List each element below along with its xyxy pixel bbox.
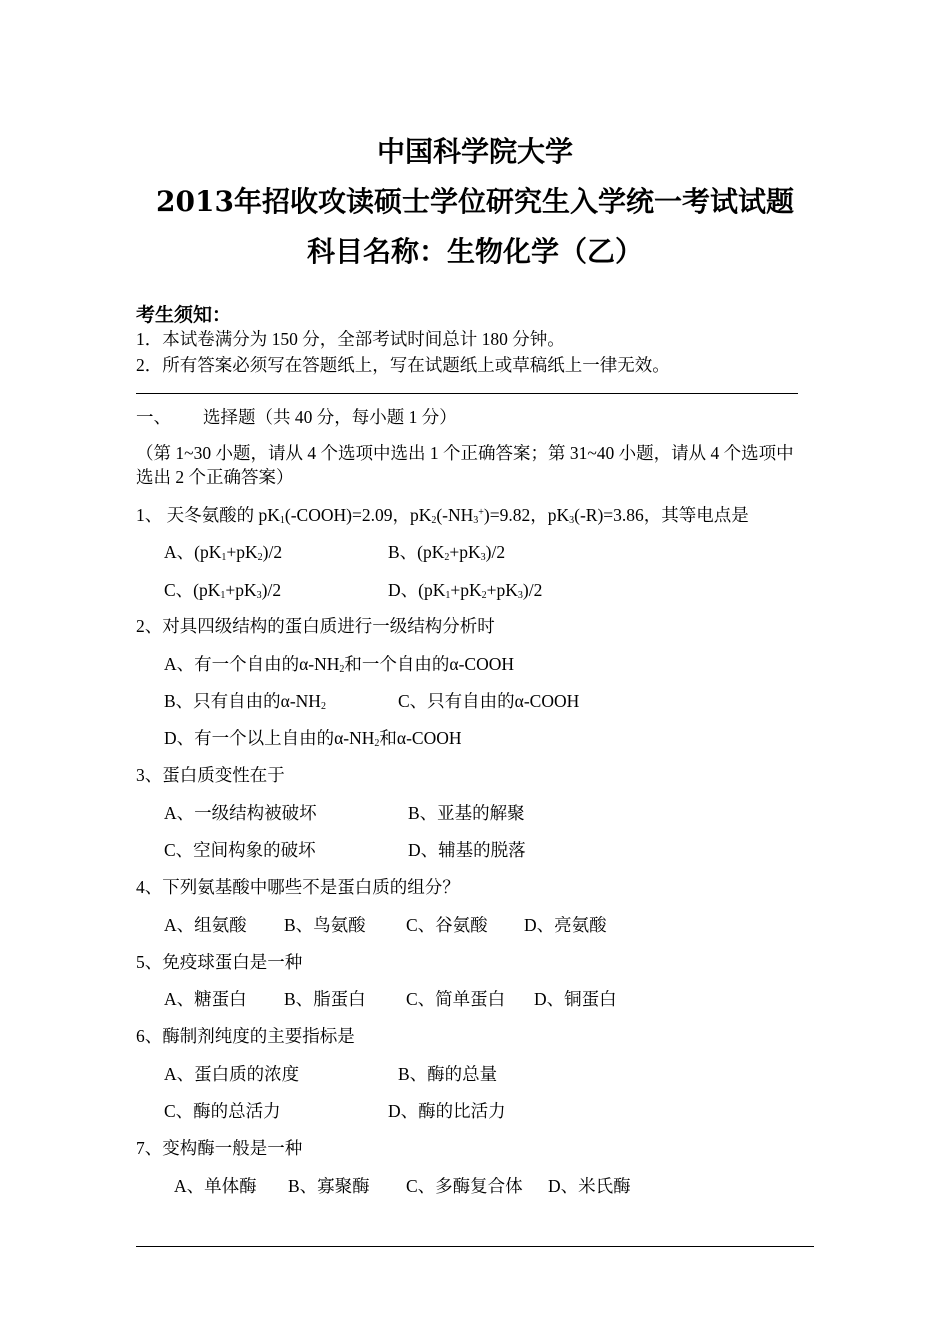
question-5-option-b: B、脂蛋白 <box>284 989 366 1009</box>
question-2-stem: 2、对具四级结构的蛋白质进行一级结构分析时 <box>136 616 495 636</box>
question-1-option-b: B、$(pK_2+pK_3)/2$ <box>388 542 506 563</box>
question-1-option-a: A、$(pK_1+pK_2)/2$ <box>164 542 283 563</box>
notice-item-2: 2．所有答案必须写在答题纸上，写在试题纸上或草稿纸上一律无效。 <box>136 355 670 375</box>
question-4-option-b: B、鸟氨酸 <box>284 915 366 935</box>
question-1-option-d: D、$(pK_1+pK_2+pK_3)/2$ <box>388 580 543 601</box>
question-7-option-b: B、寡聚酶 <box>288 1176 370 1196</box>
question-5-option-c: C、简单蛋白 <box>406 989 506 1009</box>
question-6-option-a: A、蛋白质的浓度 <box>164 1064 300 1084</box>
exam-title: 2013年招收攻读硕士学位研究生入学统一考试试题 <box>156 185 794 218</box>
question-5-option-a: A、糖蛋白 <box>164 989 247 1009</box>
question-6-stem: 6、酶制剂纯度的主要指标是 <box>136 1026 355 1046</box>
footer-divider <box>136 1246 814 1247</box>
question-3-option-a: A、一级结构被破坏 <box>164 803 317 823</box>
question-2-option-a: A、有一个自由的$\alpha-NH_2$和一个自由的α-COOH <box>164 654 515 675</box>
section-number: 一、 <box>136 407 171 427</box>
question-2-option-b: B、只有自由的$\alpha-NH_2$ <box>164 691 326 712</box>
subject-title: 科目名称：生物化学（乙） <box>306 235 643 268</box>
question-1-option-c: C、$(pK_1+pK_3)/2$ <box>164 580 282 601</box>
question-1-stem: 1、 天冬氨酸的 $pK_1(-COOH)=2.09$，$pK_2(-NH_3^+)=9.82$，$pK_3(-R)=3.86$，其等电点是 <box>136 505 749 526</box>
question-4-stem: 4、下列氨基酸中哪些不是蛋白质的组分？ <box>136 877 460 897</box>
question-3-option-b: B、亚基的解聚 <box>408 803 525 823</box>
question-3-stem: 3、蛋白质变性在于 <box>136 765 285 785</box>
section-instruction-line-2: 选出 2 个正确答案） <box>136 467 294 487</box>
question-6-option-d: D、酶的比活力 <box>388 1101 506 1121</box>
question-7-option-c: C、多酶复合体 <box>406 1176 523 1196</box>
question-5-stem: 5、免疫球蛋白是一种 <box>136 952 303 972</box>
university-title: 中国科学院大学 <box>376 135 573 168</box>
question-7-stem: 7、变构酶一般是一种 <box>136 1138 303 1158</box>
notice-heading: 考生须知： <box>136 304 232 326</box>
question-2-option-c: C、只有自由的α-COOH <box>398 691 580 711</box>
question-7-option-d: D、米氏酶 <box>548 1176 631 1196</box>
notice-item-1: 1．本试卷满分为 150 分，全部考试时间总计 180 分钟。 <box>136 329 565 349</box>
header-divider <box>136 393 798 394</box>
question-6-option-c: C、酶的总活力 <box>164 1101 281 1121</box>
question-4-option-c: C、谷氨酸 <box>406 915 488 935</box>
section-title: 选择题（共 40 分，每小题 1 分） <box>203 407 457 427</box>
section-instruction-line-1: （第 1~30 小题，请从 4 个选项中选出 1 个正确答案；第 31~40 小题，请从 4 个选项中 <box>136 443 794 463</box>
question-4-option-a: A、组氨酸 <box>164 915 247 935</box>
question-3-option-d: D、辅基的脱落 <box>408 840 526 860</box>
question-3-option-c: C、空间构象的破坏 <box>164 840 316 860</box>
question-5-option-d: D、铜蛋白 <box>534 989 617 1009</box>
question-7-option-a: A、单体酶 <box>174 1176 257 1196</box>
question-6-option-b: B、酶的总量 <box>398 1064 498 1084</box>
question-2-option-d: D、有一个以上自由的$\alpha-NH_2$和α-COOH <box>164 728 462 749</box>
question-4-option-d: D、亮氨酸 <box>524 915 607 935</box>
